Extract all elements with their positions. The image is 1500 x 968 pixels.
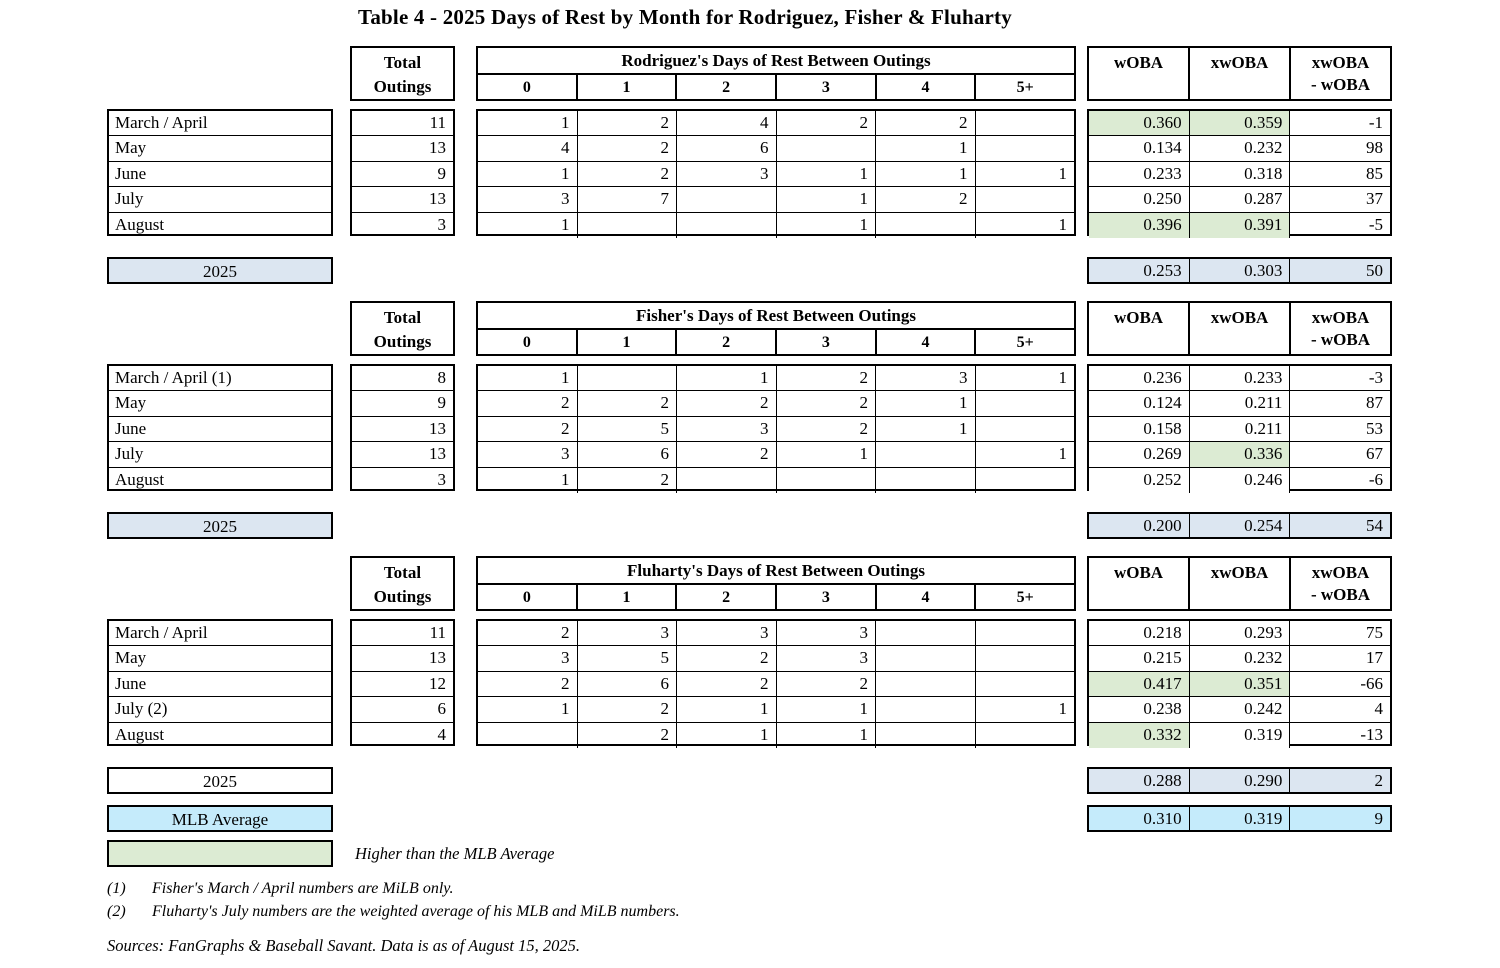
header-diff-line1: xwOBA	[1311, 563, 1370, 582]
table-row	[1089, 723, 1390, 748]
table-row	[478, 646, 1074, 671]
rest-cell: 1	[1058, 444, 1067, 464]
rest-cell: 1	[478, 468, 578, 493]
xwoba-minus-woba-cell: -1	[1368, 113, 1384, 132]
row-labels-rodriguez	[107, 109, 333, 236]
table-row	[1089, 213, 1390, 238]
xwoba-cell: 0.336	[1190, 442, 1291, 466]
row-label: July (2)	[109, 697, 331, 722]
woba-cell: 0.233	[1089, 162, 1190, 186]
xwoba-minus-woba-cell: -3	[1368, 368, 1384, 387]
xwoba-minus-woba-cell: 98	[1366, 138, 1384, 158]
footnote-1-number: (1)	[107, 880, 126, 897]
rest-cell	[677, 213, 777, 238]
rest-cell: 2	[677, 672, 777, 696]
header-rest-col-4: 4	[877, 75, 977, 101]
rest-cell	[876, 621, 976, 645]
row-label: June	[109, 162, 331, 187]
rest-cell: 1	[1058, 368, 1067, 387]
footnote-1	[107, 880, 453, 898]
rest-grid-fisher	[476, 364, 1076, 491]
rest-cell: 2	[578, 391, 678, 415]
rest-cell: 2	[777, 366, 877, 390]
header-diff-line2: - wOBA	[1310, 330, 1371, 349]
woba-cell: 0.218	[1089, 621, 1190, 645]
rest-cell: 1	[1058, 163, 1067, 183]
header-rest-rodriguez	[476, 46, 1076, 101]
rest-cell	[677, 187, 777, 211]
total-outings-cell: 12	[352, 672, 453, 697]
rest-cell	[876, 697, 976, 721]
rest-cell: 6	[677, 136, 777, 160]
table-row	[478, 213, 1074, 238]
header-total-line1: Total	[383, 563, 422, 582]
total-outings-cell: 9	[352, 391, 453, 416]
header-rest-columns-fisher	[478, 330, 1074, 356]
header-total-outings-rodriguez	[350, 46, 455, 101]
xwoba-minus-woba-cell: 87	[1366, 393, 1384, 413]
total-outings-cell: 11	[352, 621, 453, 646]
table-row	[1089, 621, 1390, 646]
header-rest-col-4: 4	[877, 585, 977, 611]
rest-cell: 3	[478, 187, 578, 211]
header-rest-col-3: 3	[777, 75, 877, 101]
summary-xwoba-cell: 0.290	[1190, 769, 1291, 792]
total-outings-cell: 8	[352, 366, 453, 391]
woba-cell: 0.269	[1089, 442, 1190, 466]
table-row	[1089, 697, 1390, 722]
xwoba-minus-woba-cell: 37	[1366, 189, 1384, 209]
table-row	[478, 187, 1074, 212]
total-outings-cell: 13	[352, 442, 453, 467]
table-row	[478, 391, 1074, 416]
header-rest-title-fisher: Fisher's Days of Rest Between Outings	[478, 303, 1074, 330]
rest-cell	[976, 136, 1075, 160]
rest-cell	[976, 187, 1075, 211]
rest-cell: 3	[677, 162, 777, 186]
xwoba-minus-woba-cell: -13	[1360, 724, 1384, 744]
header-xwoba-minus-woba-label	[1291, 48, 1390, 99]
header-rest-col-0: 0	[478, 75, 578, 101]
rest-cell: 3	[677, 621, 777, 645]
woba-cell: 0.417	[1089, 672, 1190, 696]
summary-label-fisher: 2025	[107, 512, 333, 539]
woba-grid-rodriguez	[1087, 109, 1392, 236]
header-diff-line1: xwOBA	[1311, 53, 1370, 72]
total-outings-cell: 6	[352, 697, 453, 722]
summary-diff-cell: 50	[1366, 261, 1384, 280]
woba-grid-fluharty	[1087, 619, 1392, 746]
rest-cell	[976, 417, 1075, 441]
rest-cell: 3	[876, 366, 976, 390]
mlb-average-values	[1087, 805, 1392, 832]
xwoba-minus-woba-cell: 67	[1366, 444, 1384, 464]
xwoba-cell: 0.318	[1190, 162, 1291, 186]
xwoba-cell: 0.391	[1190, 213, 1291, 238]
rest-cell: 1	[777, 697, 877, 721]
total-outings-cell: 13	[352, 417, 453, 442]
xwoba-cell: 0.319	[1190, 723, 1291, 748]
table-row	[1089, 187, 1390, 212]
xwoba-minus-woba-cell: -6	[1368, 469, 1384, 489]
rest-cell: 1	[478, 366, 578, 390]
rest-cell	[976, 672, 1075, 696]
rest-cell: 1	[478, 111, 578, 135]
total-outings-cell: 3	[437, 214, 446, 234]
total-outings-cell: 3	[437, 469, 446, 489]
xwoba-minus-woba-cell: 75	[1366, 623, 1384, 642]
header-rest-col-2: 2	[677, 75, 777, 101]
rest-cell: 1	[876, 162, 976, 186]
rest-cell: 1	[876, 136, 976, 160]
header-diff-line2: - wOBA	[1310, 75, 1371, 94]
row-label: August	[115, 724, 165, 744]
header-rest-col-1: 1	[578, 330, 678, 356]
table-row	[1089, 646, 1390, 671]
rest-cell: 5	[578, 646, 678, 670]
legend-color-swatch	[107, 840, 333, 867]
header-total-outings-fluharty	[350, 556, 455, 611]
sources-note: Sources: FanGraphs & Baseball Savant. Data is as of August 15, 2025.	[107, 936, 580, 955]
rest-grid-fluharty	[476, 619, 1076, 746]
summary-woba-cell: 0.288	[1089, 769, 1190, 792]
rest-cell	[876, 723, 976, 748]
total-outings-cell: 11	[352, 111, 453, 136]
rest-cell: 5	[578, 417, 678, 441]
row-label: May	[109, 646, 331, 671]
header-total-line1: Total	[383, 53, 422, 72]
rest-cell: 2	[677, 442, 777, 466]
rest-cell: 4	[677, 111, 777, 135]
mlb-average-label: MLB Average	[107, 805, 333, 832]
table-row	[1089, 111, 1390, 136]
row-label: March / April	[109, 111, 331, 136]
header-rest-col-5plus: 5+	[1016, 589, 1034, 606]
header-rest-fisher	[476, 301, 1076, 356]
rest-grid-rodriguez	[476, 109, 1076, 236]
xwoba-cell: 0.359	[1190, 111, 1291, 135]
rest-cell: 1	[876, 391, 976, 415]
rest-cell	[876, 646, 976, 670]
header-rest-title-rodriguez: Rodriguez's Days of Rest Between Outings	[478, 48, 1074, 75]
xwoba-minus-woba-cell: 17	[1366, 648, 1384, 668]
rest-cell: 2	[876, 187, 976, 211]
rest-cell	[976, 621, 1075, 645]
rest-cell: 2	[777, 417, 877, 441]
rest-cell: 6	[578, 672, 678, 696]
summary-values-fluharty	[1087, 767, 1392, 794]
rest-cell: 1	[777, 442, 877, 466]
header-rest-title-fluharty: Fluharty's Days of Rest Between Outings	[478, 558, 1074, 585]
header-rest-col-1: 1	[578, 585, 678, 611]
row-label: June	[109, 417, 331, 442]
rest-cell: 3	[677, 417, 777, 441]
rest-cell: 3	[777, 621, 877, 645]
xwoba-cell: 0.211	[1190, 417, 1291, 441]
rest-cell: 2	[677, 391, 777, 415]
rest-cell: 1	[876, 417, 976, 441]
total-outings-cell: 13	[352, 136, 453, 161]
summary-values-fisher	[1087, 512, 1392, 539]
header-xwoba-minus-woba-label	[1291, 303, 1390, 354]
rest-cell: 2	[478, 621, 578, 645]
rest-cell	[777, 136, 877, 160]
rest-cell: 2	[578, 111, 678, 135]
rest-cell: 1	[1058, 699, 1067, 719]
rest-cell	[578, 366, 678, 390]
row-label: June	[109, 672, 331, 697]
table-row	[478, 621, 1074, 646]
xwoba-minus-woba-cell: 85	[1366, 163, 1384, 183]
rest-cell: 2	[777, 391, 877, 415]
row-label: March / April (1)	[109, 366, 331, 391]
header-diff-line1: xwOBA	[1311, 308, 1370, 327]
row-label: May	[109, 136, 331, 161]
rest-cell: 2	[478, 672, 578, 696]
xwoba-cell: 0.246	[1190, 468, 1291, 493]
xwoba-cell: 0.293	[1190, 621, 1291, 645]
rest-cell: 1	[677, 723, 777, 748]
summary-woba-cell: 0.200	[1089, 514, 1190, 537]
header-woba-fisher	[1087, 301, 1392, 356]
rest-cell	[876, 672, 976, 696]
woba-cell: 0.215	[1089, 646, 1190, 670]
total-outings-column-fluharty	[350, 619, 455, 746]
header-rest-col-5plus: 5+	[1016, 334, 1034, 351]
header-rest-col-2: 2	[677, 585, 777, 611]
rest-cell: 1	[677, 366, 777, 390]
header-xwoba-label: xwOBA	[1190, 558, 1291, 609]
rest-cell: 7	[578, 187, 678, 211]
rest-cell: 1	[478, 162, 578, 186]
woba-cell: 0.124	[1089, 391, 1190, 415]
header-woba-label: wOBA	[1089, 558, 1190, 609]
table-row	[478, 442, 1074, 467]
row-label: August	[115, 469, 165, 489]
header-rest-col-3: 3	[777, 585, 877, 611]
woba-cell: 0.236	[1089, 366, 1190, 390]
rest-cell	[876, 442, 976, 466]
rest-cell	[876, 213, 976, 238]
rest-cell: 1	[478, 213, 578, 238]
xwoba-minus-woba-cell: -5	[1368, 214, 1384, 234]
rest-cell: 2	[578, 162, 678, 186]
header-total-line2: Outings	[373, 77, 432, 96]
rest-cell: 2	[578, 136, 678, 160]
rest-cell: 1	[777, 162, 877, 186]
rest-cell	[578, 213, 678, 238]
header-rest-columns-fluharty	[478, 585, 1074, 611]
rest-cell	[478, 723, 578, 748]
xwoba-minus-woba-cell: 53	[1366, 418, 1384, 438]
header-total-outings-fisher	[350, 301, 455, 356]
rest-cell: 1	[1058, 214, 1067, 234]
rest-cell: 1	[478, 697, 578, 721]
table-row	[478, 417, 1074, 442]
rest-cell: 2	[777, 672, 877, 696]
table-row	[1089, 366, 1390, 391]
woba-grid-fisher	[1087, 364, 1392, 491]
woba-cell: 0.360	[1089, 111, 1190, 135]
total-outings-column-fisher	[350, 364, 455, 491]
table-row	[1089, 136, 1390, 161]
rest-cell: 2	[578, 468, 678, 493]
page-title: Table 4 - 2025 Days of Rest by Month for Rodriguez, Fisher & Fluharty	[358, 5, 1012, 29]
rest-cell: 2	[677, 646, 777, 670]
rest-cell: 1	[777, 213, 877, 238]
table-row	[1089, 162, 1390, 187]
table-row	[478, 366, 1074, 391]
table-row	[478, 111, 1074, 136]
row-labels-fisher	[107, 364, 333, 491]
header-total-line2: Outings	[373, 332, 432, 351]
table-row	[478, 136, 1074, 161]
table-row	[1089, 391, 1390, 416]
header-rest-col-5plus: 5+	[1016, 79, 1034, 96]
rest-cell: 1	[677, 697, 777, 721]
rest-cell: 2	[777, 111, 877, 135]
xwoba-cell: 0.242	[1190, 697, 1291, 721]
rest-cell	[677, 468, 777, 493]
summary-diff-cell: 54	[1366, 516, 1384, 535]
header-diff-line2: - wOBA	[1310, 585, 1371, 604]
mlb-average-xwoba-cell: 0.319	[1190, 807, 1291, 830]
header-xwoba-label: xwOBA	[1190, 48, 1291, 99]
total-outings-column-rodriguez	[350, 109, 455, 236]
xwoba-cell: 0.233	[1190, 366, 1291, 390]
rest-cell	[976, 111, 1075, 135]
row-label: August	[115, 214, 165, 234]
table-row	[1089, 417, 1390, 442]
woba-cell: 0.238	[1089, 697, 1190, 721]
header-rest-col-1: 1	[578, 75, 678, 101]
woba-cell: 0.396	[1089, 213, 1190, 238]
xwoba-cell: 0.287	[1190, 187, 1291, 211]
table-row	[1089, 468, 1390, 493]
mlb-average-diff-cell: 9	[1374, 809, 1384, 828]
rest-cell: 2	[578, 697, 678, 721]
rest-cell	[976, 723, 1075, 748]
table-row	[478, 672, 1074, 697]
summary-values-rodriguez	[1087, 257, 1392, 284]
rest-cell: 2	[876, 111, 976, 135]
header-rest-col-0: 0	[478, 330, 578, 356]
footnote-1-text: Fisher's March / April numbers are MiLB only.	[152, 880, 454, 897]
rest-cell	[876, 468, 976, 493]
header-total-line1: Total	[383, 308, 422, 327]
rest-cell	[777, 468, 877, 493]
header-xwoba-label: xwOBA	[1190, 303, 1291, 354]
header-woba-fluharty	[1087, 556, 1392, 611]
row-labels-fluharty	[107, 619, 333, 746]
header-woba-label: wOBA	[1089, 303, 1190, 354]
summary-diff-cell: 2	[1374, 771, 1384, 790]
total-outings-cell: 4	[437, 724, 446, 744]
rest-cell	[976, 646, 1075, 670]
table-row	[1089, 672, 1390, 697]
summary-woba-cell: 0.253	[1089, 259, 1190, 282]
header-xwoba-minus-woba-label	[1291, 558, 1390, 609]
summary-label-rodriguez: 2025	[107, 257, 333, 284]
row-label: March / April	[109, 621, 331, 646]
mlb-average-woba-cell: 0.310	[1089, 807, 1190, 830]
woba-cell: 0.252	[1089, 468, 1190, 493]
header-rest-fluharty	[476, 556, 1076, 611]
woba-cell: 0.134	[1089, 136, 1190, 160]
header-rest-col-4: 4	[877, 330, 977, 356]
woba-cell: 0.250	[1089, 187, 1190, 211]
summary-xwoba-cell: 0.254	[1190, 514, 1291, 537]
rest-cell: 6	[578, 442, 678, 466]
header-rest-col-2: 2	[677, 330, 777, 356]
footnote-2-number: (2)	[107, 903, 126, 920]
xwoba-cell: 0.232	[1190, 136, 1291, 160]
rest-cell: 2	[478, 391, 578, 415]
table-row	[478, 468, 1074, 493]
header-rest-col-0: 0	[478, 585, 578, 611]
rest-cell: 3	[578, 621, 678, 645]
table-row	[478, 723, 1074, 748]
table-row	[478, 162, 1074, 187]
row-label: July	[109, 187, 331, 212]
rest-cell: 1	[777, 187, 877, 211]
total-outings-cell: 13	[352, 646, 453, 671]
summary-xwoba-cell: 0.303	[1190, 259, 1291, 282]
xwoba-cell: 0.211	[1190, 391, 1291, 415]
total-outings-cell: 13	[352, 187, 453, 212]
legend-label: Higher than the MLB Average	[355, 844, 555, 863]
header-rest-col-3: 3	[777, 330, 877, 356]
header-woba-label: wOBA	[1089, 48, 1190, 99]
xwoba-cell: 0.232	[1190, 646, 1291, 670]
rest-cell: 2	[478, 417, 578, 441]
total-outings-cell: 9	[352, 162, 453, 187]
rest-cell: 2	[578, 723, 678, 748]
woba-cell: 0.158	[1089, 417, 1190, 441]
row-label: July	[109, 442, 331, 467]
table-row	[478, 697, 1074, 722]
xwoba-minus-woba-cell: -66	[1360, 673, 1384, 693]
footnote-2-text: Fluharty's July numbers are the weighted average of his MLB and MiLB numbers.	[152, 903, 680, 920]
rest-cell: 3	[478, 442, 578, 466]
header-woba-rodriguez	[1087, 46, 1392, 101]
rest-cell: 3	[777, 646, 877, 670]
header-total-line2: Outings	[373, 587, 432, 606]
xwoba-cell: 0.351	[1190, 672, 1291, 696]
rest-cell: 1	[777, 723, 877, 748]
rest-cell: 3	[478, 646, 578, 670]
row-label: May	[109, 391, 331, 416]
xwoba-minus-woba-cell: 4	[1374, 699, 1384, 719]
rest-cell	[976, 468, 1075, 493]
rest-cell: 4	[478, 136, 578, 160]
rest-cell	[976, 391, 1075, 415]
summary-label-fluharty: 2025	[107, 767, 333, 794]
table-row	[1089, 442, 1390, 467]
woba-cell: 0.332	[1089, 723, 1190, 748]
footnote-2	[107, 903, 680, 921]
header-rest-columns-rodriguez	[478, 75, 1074, 101]
